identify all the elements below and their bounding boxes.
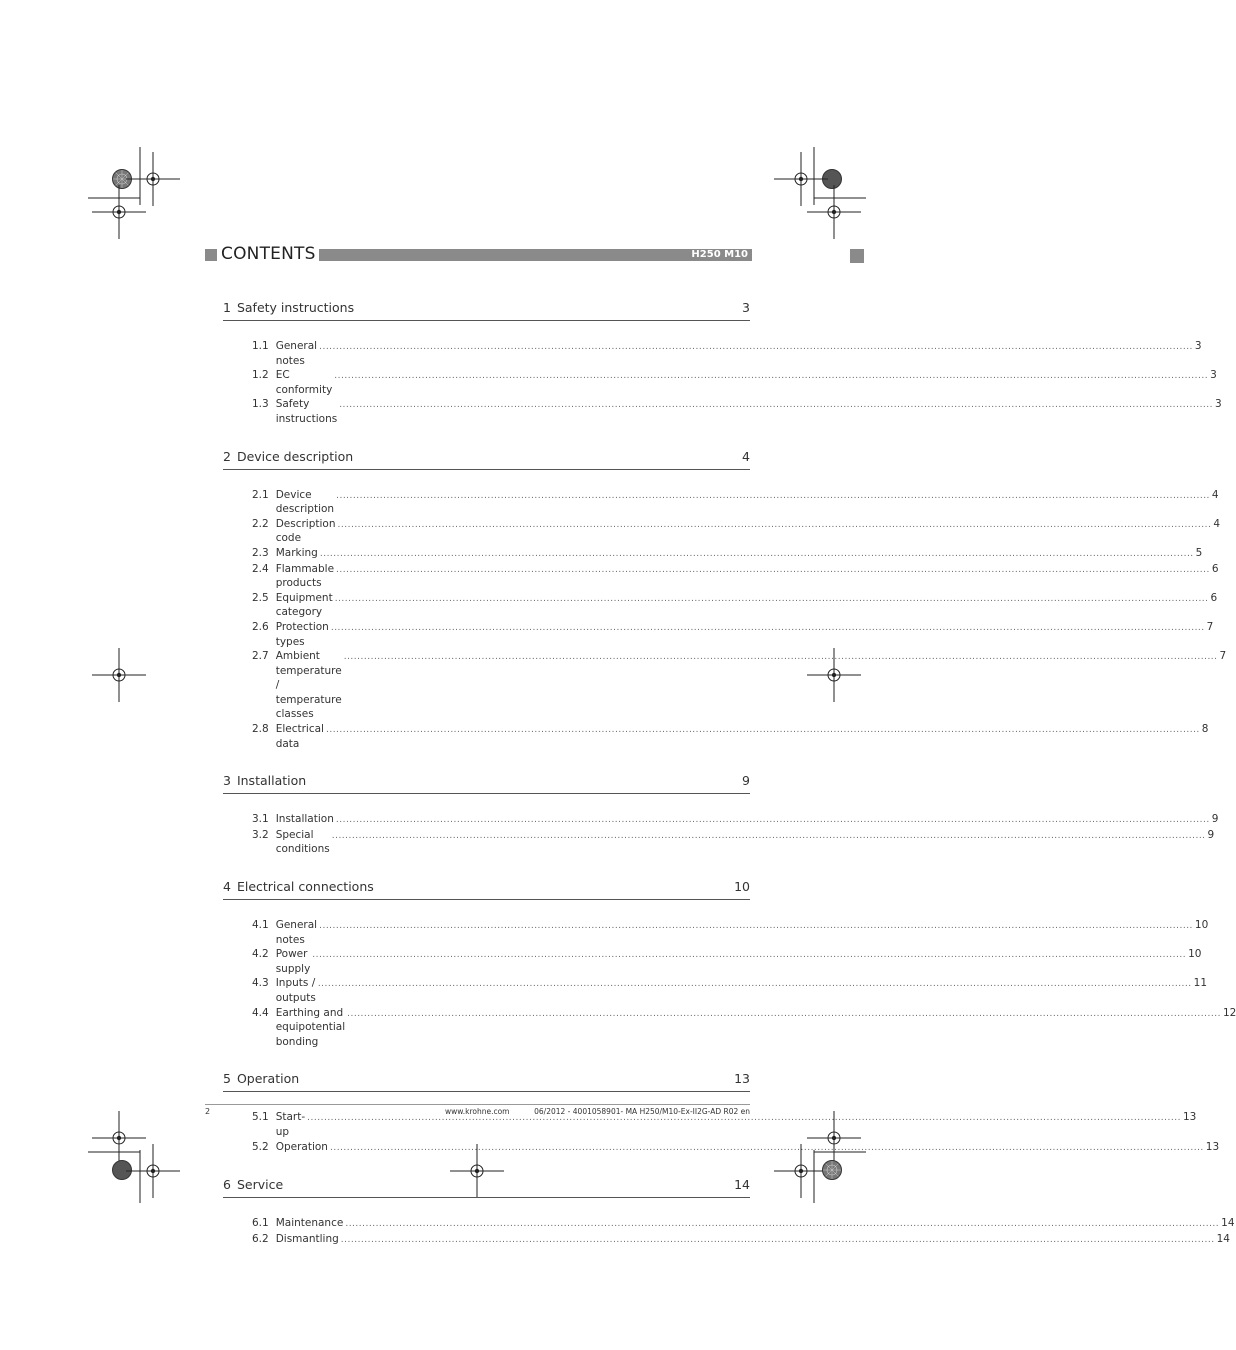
toc-chapter-row[interactable] — [223, 300, 750, 321]
toc-chapter-page: 10 — [734, 879, 750, 895]
toc-section-row[interactable] — [252, 1216, 1235, 1232]
toc-section-number: 3.2 — [252, 828, 269, 841]
toc-leader-dots: .................................................................................................................................................................................................................................................................... — [347, 1008, 1221, 1019]
toc-chapter-page: 9 — [742, 773, 750, 789]
toc-chapter-number: 2 — [223, 448, 231, 464]
toc-chapter — [223, 773, 1219, 857]
toc-leader-dots: .................................................................................................................................................................................................................................................................... — [337, 519, 1212, 530]
toc-section-row[interactable] — [252, 562, 1219, 591]
toc-section-title: Ambient temperature / temperature classes — [275, 650, 342, 721]
toc-chapter-page: 13 — [734, 1071, 750, 1087]
toc-section-title: Electrical data — [275, 723, 324, 750]
toc-chapter-number: 6 — [223, 1177, 231, 1193]
toc-section-row[interactable] — [252, 649, 1227, 722]
toc-chapter — [223, 1177, 1235, 1247]
toc-chapter-title: Service — [236, 1177, 284, 1193]
toc-section-page: 13 — [1205, 1140, 1220, 1153]
toc-leader-dots: .................................................................................................................................................................................................................................................................... — [319, 548, 1194, 559]
toc-leader-dots: .................................................................................................................................................................................................................................................................... — [330, 622, 1205, 633]
toc-leader-dots: .................................................................................................................................................................................................................................................................... — [345, 1219, 1220, 1230]
toc-section-title: Installation — [275, 813, 334, 826]
toc-section-list — [223, 1110, 1220, 1155]
header-square-right — [850, 249, 864, 263]
toc-section-page: 3 — [1215, 398, 1222, 411]
toc-section-number: 4.2 — [252, 948, 269, 961]
toc-section-row[interactable] — [252, 722, 1209, 751]
toc-leader-dots: .................................................................................................................................................................................................................................................................... — [317, 979, 1192, 990]
toc-section-row[interactable] — [252, 339, 1202, 368]
toc-section-page: 3 — [1210, 369, 1217, 382]
toc-section-page: 11 — [1193, 977, 1208, 990]
toc-chapter-row[interactable] — [223, 449, 750, 470]
toc-leader-dots: .................................................................................................................................................................................................................................................................... — [334, 371, 1209, 382]
toc-section-number: 2.8 — [252, 723, 269, 736]
toc-section-page: 7 — [1219, 650, 1227, 663]
toc-leader-dots: .................................................................................................................................................................................................................................................................... — [335, 815, 1210, 826]
toc-chapter-heading — [223, 300, 360, 316]
toc-section-page: 13 — [1182, 1111, 1197, 1124]
toc-section-page: 10 — [1194, 919, 1209, 932]
toc-section-title: EC conformity — [275, 369, 333, 396]
toc-section-title: Inputs / outputs — [275, 977, 316, 1004]
toc-section-number: 1.2 — [252, 369, 269, 382]
toc-chapter-row[interactable] — [223, 1071, 750, 1092]
toc-section-number: 3.1 — [252, 813, 269, 826]
toc-section-number: 5.2 — [252, 1140, 269, 1153]
toc-section-row[interactable] — [252, 947, 1202, 976]
toc-section-page: 9 — [1207, 828, 1215, 841]
toc-section-title: Protection types — [275, 620, 329, 648]
toc-section-number: 5.1 — [252, 1111, 269, 1124]
toc-chapter-row[interactable] — [223, 773, 750, 794]
toc-leader-dots: .................................................................................................................................................................................................................................................................... — [312, 950, 1187, 961]
toc-section-row[interactable] — [252, 976, 1208, 1005]
toc-section-number: 2.6 — [252, 620, 269, 633]
toc-leader-dots: .................................................................................................................................................................................................................................................................... — [331, 830, 1206, 841]
toc-section-number: 2.7 — [252, 650, 269, 663]
toc-chapter-row[interactable] — [223, 1177, 750, 1198]
toc-section-row[interactable] — [252, 397, 1222, 426]
toc-section-row[interactable] — [252, 368, 1217, 397]
toc-leader-dots: .................................................................................................................................................................................................................................................................... — [319, 921, 1193, 932]
toc-leader-dots: .................................................................................................................................................................................................................................................................... — [325, 725, 1200, 736]
toc-section-number: 2.1 — [252, 488, 269, 501]
toc-chapter-number: 5 — [223, 1071, 231, 1087]
toc-section-row[interactable] — [252, 591, 1218, 620]
toc-section-title: Start-up — [275, 1111, 306, 1138]
toc-section-page: 12 — [1222, 1006, 1236, 1019]
toc-chapter-page: 14 — [734, 1177, 750, 1193]
toc-leader-dots: .................................................................................................................................................................................................................................................................... — [339, 400, 1214, 411]
toc-section-page: 6 — [1211, 562, 1219, 575]
toc-section-row[interactable] — [252, 1140, 1220, 1156]
toc-section-page: 6 — [1210, 591, 1218, 604]
toc-section-page: 8 — [1201, 723, 1209, 736]
footer-doc-ref: 06/2012 - 4001058901- MA H250/M10-Ex-II2G-AD R02 en — [534, 1107, 750, 1116]
toc-section-page: 7 — [1206, 620, 1214, 633]
product-label: H250 M10 — [691, 249, 748, 260]
toc-leader-dots: .................................................................................................................................................................................................................................................................... — [340, 1234, 1215, 1245]
toc-section-row[interactable] — [252, 812, 1219, 828]
toc-section-number: 6.2 — [252, 1232, 269, 1245]
toc-section-row[interactable] — [252, 620, 1214, 649]
toc-section-title: Power supply — [275, 948, 311, 975]
toc-section-title: Description code — [275, 517, 336, 545]
toc-section-number: 4.4 — [252, 1006, 269, 1019]
toc-chapter-number: 3 — [223, 773, 231, 789]
footer-rule — [205, 1104, 750, 1105]
toc-section-number: 2.2 — [252, 517, 269, 530]
toc-section-row[interactable] — [252, 918, 1209, 947]
toc-section-title: Safety instructions — [275, 398, 338, 425]
toc-section-title: Equipment category — [275, 591, 333, 619]
toc-chapter-heading — [223, 879, 380, 895]
toc-chapter-title: Operation — [236, 1071, 300, 1087]
toc-section-page: 14 — [1221, 1217, 1235, 1230]
toc-leader-dots: .................................................................................................................................................................................................................................................................... — [334, 593, 1209, 604]
toc-section-page: 9 — [1211, 813, 1219, 826]
toc-chapter-page: 4 — [742, 448, 750, 464]
toc-chapter — [223, 879, 1236, 1049]
page-title: CONTENTS — [221, 244, 316, 264]
header-square-left — [205, 249, 217, 261]
toc-section-title: Earthing and equipotential bonding — [275, 1006, 346, 1048]
toc-section-title: General notes — [275, 340, 318, 367]
toc-chapter-heading — [223, 1177, 289, 1193]
toc-leader-dots: .................................................................................................................................................................................................................................................................... — [343, 652, 1218, 663]
toc-section-list — [223, 812, 1219, 857]
toc-chapter-number: 4 — [223, 879, 231, 895]
toc-section-number: 1.1 — [252, 340, 269, 352]
toc-chapter — [223, 300, 1222, 427]
toc-section-number: 2.3 — [252, 546, 269, 559]
toc-section-number: 1.3 — [252, 398, 269, 411]
toc-chapter-heading — [223, 1071, 305, 1087]
toc-section-title: Device description — [275, 488, 335, 516]
toc-chapter-title: Electrical connections — [236, 879, 374, 895]
toc-section-row[interactable] — [252, 488, 1219, 517]
toc-section-page: 5 — [1195, 546, 1203, 559]
toc-leader-dots: .................................................................................................................................................................................................................................................................... — [336, 564, 1210, 575]
toc-section-page: 10 — [1188, 948, 1202, 961]
toc-chapter-page: 3 — [742, 300, 750, 315]
header-bar — [319, 249, 752, 261]
toc-chapter-row[interactable] — [223, 879, 750, 900]
toc-section-title: Operation — [275, 1140, 328, 1153]
toc-section-number: 2.4 — [252, 562, 269, 575]
toc-chapter-number: 1 — [223, 300, 231, 315]
toc-chapter — [223, 448, 1227, 752]
toc-section-title: Flammable products — [275, 562, 335, 590]
toc-section-title: General notes — [275, 919, 318, 946]
toc-section-row[interactable] — [252, 1232, 1230, 1248]
toc-section-title: Maintenance — [275, 1217, 344, 1230]
footer-website: www.krohne.com — [445, 1107, 510, 1116]
toc-section-number: 6.1 — [252, 1217, 269, 1230]
toc-chapter-title: Safety instructions — [236, 300, 355, 315]
toc-leader-dots: .................................................................................................................................................................................................................................................................... — [319, 342, 1193, 352]
footer-page-number: 2 — [205, 1107, 211, 1116]
toc-section-page: 4 — [1211, 488, 1219, 501]
toc-section-title: Dismantling — [275, 1232, 339, 1245]
toc-section-page: 4 — [1213, 517, 1221, 530]
toc-section-list — [223, 488, 1227, 752]
toc-section-row[interactable] — [252, 1006, 1236, 1050]
toc-chapter-title: Device description — [236, 448, 354, 464]
toc-chapter-heading — [223, 449, 359, 465]
toc-section-title: Special conditions — [275, 828, 330, 856]
toc-section-row[interactable] — [252, 546, 1203, 562]
toc-chapter-title: Installation — [236, 773, 307, 789]
toc-section-list — [223, 339, 1222, 427]
toc-section-title: Marking — [275, 546, 318, 559]
toc-section-list — [223, 918, 1236, 1049]
toc-section-page: 3 — [1194, 340, 1202, 352]
toc-leader-dots: .................................................................................................................................................................................................................................................................... — [336, 490, 1210, 501]
table-of-contents — [223, 300, 1236, 1269]
toc-section-page: 14 — [1216, 1232, 1230, 1245]
toc-section-list — [223, 1216, 1235, 1247]
toc-section-number: 4.3 — [252, 977, 269, 990]
toc-section-number: 2.5 — [252, 591, 269, 604]
toc-leader-dots: .................................................................................................................................................................................................................................................................... — [329, 1142, 1204, 1153]
toc-section-row[interactable] — [252, 828, 1215, 857]
toc-section-row[interactable] — [252, 517, 1221, 546]
toc-chapter-heading — [223, 773, 312, 789]
toc-section-number: 4.1 — [252, 919, 269, 932]
toc-leader-dots: .................................................................................................................................................................................................................................................................... — [307, 1113, 1181, 1124]
